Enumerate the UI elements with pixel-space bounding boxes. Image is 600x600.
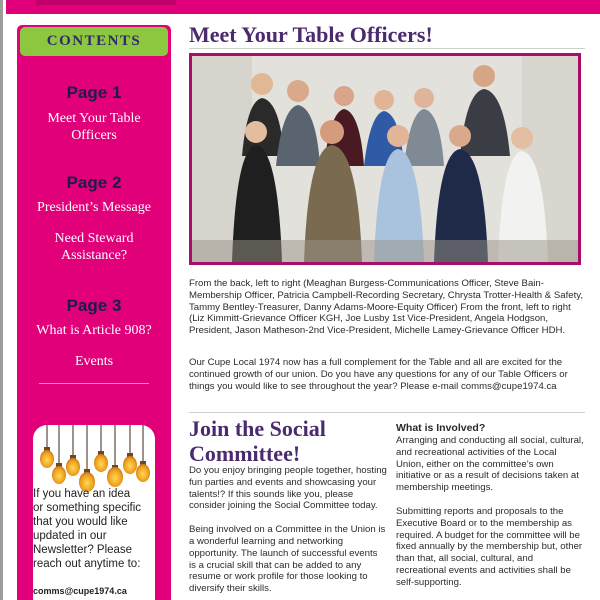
- newsletter-email-link[interactable]: comms@cupe1974.ca: [33, 586, 127, 596]
- intro-paragraph: Our Cupe Local 1974 now has a full complement for the Table and all are excited for the continued growth of our union. Do you have any questions for any of our Table Officers or things you would like to see throughout the year? Please e-mail comms@cupe1974.ca: [189, 357, 568, 392]
- group-photo-image: [192, 56, 578, 262]
- toc-item-steward-assistance[interactable]: Need Steward Assistance?: [54, 231, 134, 263]
- sidebar-divider: [39, 383, 149, 384]
- group-photo: [189, 53, 581, 265]
- banner-accent: [36, 0, 176, 5]
- social-committee-heading: Join the Social Committee!: [189, 416, 326, 466]
- title-divider: [189, 48, 585, 49]
- toc-item-meet-officers[interactable]: Meet Your Table Officers: [47, 111, 141, 143]
- page-title: Meet Your Table Officers!: [189, 22, 433, 47]
- toc-item-presidents-message[interactable]: President’s Message: [37, 200, 151, 215]
- contents-heading: CONTENTS: [20, 27, 168, 56]
- involved-paragraph: Arranging and conducting all social, cultural, and recreational activities of the Local Union, either on the committee’s own initiative or as a result of decisions taken at membership meetings.: [396, 435, 584, 494]
- toc-page-3[interactable]: Page 3: [66, 296, 122, 315]
- photo-caption: From the back, left to right (Meaghan Burgess-Communications Officer, Steve Bain-Membership Officer, Patricia Campbell-Recording Secretary, Chrysta Trotter-Health & Safety, Tammy Bentley-Treasurer, Danny Adams-Moore-Equity Officer) From the front, left to right (Liz Kimmitt-Grievance Officer KGH, Joe Lusby 1st Vice-President, Angela Hodgson, President, Jason Matheson-2nd Vice-President, Michelle Lamey-Grievance Officer HDH.: [189, 278, 584, 337]
- social-right-column: [396, 435, 584, 600]
- toc-page-2[interactable]: Page 2: [66, 173, 122, 192]
- officers-photo-illustration: [192, 56, 578, 262]
- social-left-column: [189, 465, 387, 600]
- what-is-involved-heading: What is Involved?: [396, 422, 486, 434]
- social-paragraph: Do you enjoy bringing people together, hosting fun parties and events and showcasing your talents!? If this sounds like you, please consider joining the Social Committee today.: [189, 465, 387, 512]
- newsletter-prompt: If you have an idea or something specific that you would like updated in our Newsletter? Please reach out anytime to:: [33, 488, 142, 570]
- toc-page-1[interactable]: Page 1: [66, 83, 122, 102]
- section-divider: [189, 412, 585, 413]
- toc-item-article-908[interactable]: What is Article 908?: [36, 323, 152, 338]
- top-banner: [6, 0, 600, 14]
- toc-item-events[interactable]: Events: [74, 354, 114, 369]
- involved-paragraph: Submitting reports and proposals to the Executive Board or to the membership as required. A budget for the committee will be fixed annually by the membership but, other than that, all social, cultural, and recreational events and activities shall be self-supporting.: [396, 505, 583, 588]
- social-paragraph: Being involved on a Committee in the Union is a wonderful learning and networking opportunity. The launch of successful events is a crucial skill that can be added to any resume or work profile for those looking to diversify their skills.: [189, 524, 386, 595]
